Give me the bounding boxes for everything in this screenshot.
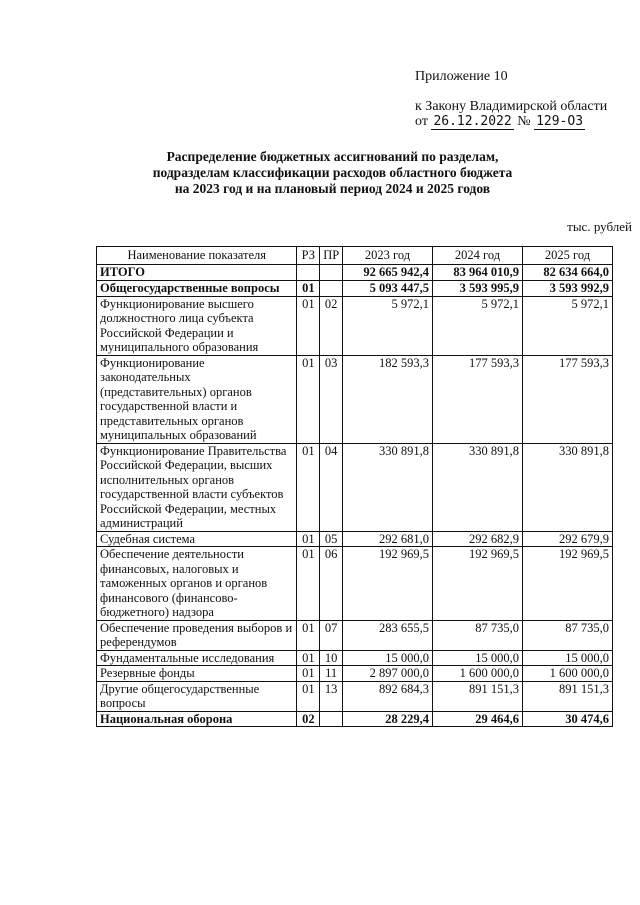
table-row	[97, 620, 613, 650]
row-2024: 330 891,8	[433, 443, 523, 531]
header-2023: 2023 год	[343, 247, 433, 265]
row-2023: 2 897 000,0	[343, 666, 433, 682]
row-2025: 1 600 000,0	[523, 666, 613, 682]
table-row-section	[97, 281, 613, 297]
row-pr: 03	[320, 355, 343, 443]
row-2024: 177 593,3	[433, 355, 523, 443]
row-rz: 01	[297, 547, 320, 621]
row-name: Функционирование Правительства Российской Федерации, высших исполнительных органов государственной власти субъектов Российской Федерации, местных администраций	[97, 443, 297, 531]
header-pr: ПР	[320, 247, 343, 265]
row-2025: 891 151,3	[523, 681, 613, 711]
table-row	[97, 531, 613, 547]
row-name: Функционирование высшего должностного лица субъекта Российской Федерации и муниципального образования	[97, 296, 297, 355]
row-2025: 82 634 664,0	[523, 265, 613, 281]
table-row-total	[97, 265, 613, 281]
row-2025: 192 969,5	[523, 547, 613, 621]
row-2024: 29 464,6	[433, 711, 523, 727]
row-rz: 01	[297, 531, 320, 547]
header-2025: 2025 год	[523, 247, 613, 265]
row-2024: 891 151,3	[433, 681, 523, 711]
row-2025: 5 972,1	[523, 296, 613, 355]
law-date: 26.12.2022	[433, 114, 512, 129]
header-name: Наименование показателя	[97, 247, 297, 265]
row-name: Функционирование законодательных (представительных) органов государственной власти и представительных органов муниципальных образований	[97, 355, 297, 443]
row-pr: 07	[320, 620, 343, 650]
row-rz: 01	[297, 281, 320, 297]
budget-table	[96, 246, 613, 727]
number-prefix: №	[517, 114, 531, 129]
row-2023: 15 000,0	[343, 650, 433, 666]
title-line-3: на 2023 год и на плановый период 2024 и 2025 годов	[174, 181, 491, 196]
row-2023: 5 972,1	[343, 296, 433, 355]
row-2024: 292 682,9	[433, 531, 523, 547]
row-2025: 87 735,0	[523, 620, 613, 650]
row-rz: 01	[297, 650, 320, 666]
row-rz: 02	[297, 711, 320, 727]
row-2025: 330 891,8	[523, 443, 613, 531]
row-rz: 01	[297, 666, 320, 682]
row-2023: 5 093 447,5	[343, 281, 433, 297]
row-2023: 330 891,8	[343, 443, 433, 531]
row-2024: 192 969,5	[433, 547, 523, 621]
units-label: тыс. рублей	[567, 219, 632, 234]
row-name: Фундаментальные исследования	[97, 650, 297, 666]
row-name: Обеспечение проведения выборов и референдумов	[97, 620, 297, 650]
title-line-2: подразделам классификации расходов областного бюджета	[152, 165, 513, 180]
row-rz: 01	[297, 620, 320, 650]
appendix-title: Приложение 10	[415, 69, 508, 84]
header-rz: РЗ	[297, 247, 320, 265]
table-row	[97, 547, 613, 621]
row-2023: 28 229,4	[343, 711, 433, 727]
row-2025: 15 000,0	[523, 650, 613, 666]
date-prefix: от	[415, 114, 428, 129]
row-name: Обеспечение деятельности финансовых, налоговых и таможенных органов и органов финансового (финансово-бюджетного) надзора	[97, 547, 297, 621]
row-pr: 11	[320, 666, 343, 682]
row-rz: 01	[297, 681, 320, 711]
row-2023: 892 684,3	[343, 681, 433, 711]
row-2024: 87 735,0	[433, 620, 523, 650]
table-row	[97, 355, 613, 443]
row-2025: 30 474,6	[523, 711, 613, 727]
row-2023: 283 655,5	[343, 620, 433, 650]
row-pr	[320, 711, 343, 727]
row-pr: 13	[320, 681, 343, 711]
row-2024: 5 972,1	[433, 296, 523, 355]
row-pr: 05	[320, 531, 343, 547]
row-2023: 92 665 942,4	[343, 265, 433, 281]
row-rz: 01	[297, 296, 320, 355]
row-2024: 15 000,0	[433, 650, 523, 666]
row-pr: 04	[320, 443, 343, 531]
table-row	[97, 443, 613, 531]
row-name: Общегосударственные вопросы	[97, 281, 297, 297]
row-2023: 292 681,0	[343, 531, 433, 547]
row-name: Национальная оборона	[97, 711, 297, 727]
row-2024: 83 964 010,9	[433, 265, 523, 281]
row-rz: 01	[297, 355, 320, 443]
row-pr: 02	[320, 296, 343, 355]
row-pr: 10	[320, 650, 343, 666]
appendix-law-reference: к Закону Владимирской области	[415, 99, 608, 114]
title-line-1: Распределение бюджетных ассигнований по разделам,	[166, 149, 499, 164]
table-row	[97, 296, 613, 355]
document-title	[130, 149, 535, 197]
appendix-date-line	[415, 113, 585, 131]
row-pr: 06	[320, 547, 343, 621]
table-row-section	[97, 711, 613, 727]
table-row	[97, 666, 613, 682]
row-name: ИТОГО	[97, 265, 297, 281]
table-row	[97, 681, 613, 711]
row-2024: 3 593 995,9	[433, 281, 523, 297]
row-2024: 1 600 000,0	[433, 666, 523, 682]
row-name: Судебная система	[97, 531, 297, 547]
row-rz: 01	[297, 443, 320, 531]
row-2025: 177 593,3	[523, 355, 613, 443]
row-2025: 3 593 992,9	[523, 281, 613, 297]
table-header-row	[97, 247, 613, 265]
row-name: Другие общегосударственные вопросы	[97, 681, 297, 711]
row-2023: 182 593,3	[343, 355, 433, 443]
row-2023: 192 969,5	[343, 547, 433, 621]
table-row	[97, 650, 613, 666]
row-pr	[320, 281, 343, 297]
row-rz	[297, 265, 320, 281]
row-name: Резервные фонды	[97, 666, 297, 682]
header-2024: 2024 год	[433, 247, 523, 265]
row-pr	[320, 265, 343, 281]
row-2025: 292 679,9	[523, 531, 613, 547]
law-number: 129-ОЗ	[536, 114, 584, 129]
